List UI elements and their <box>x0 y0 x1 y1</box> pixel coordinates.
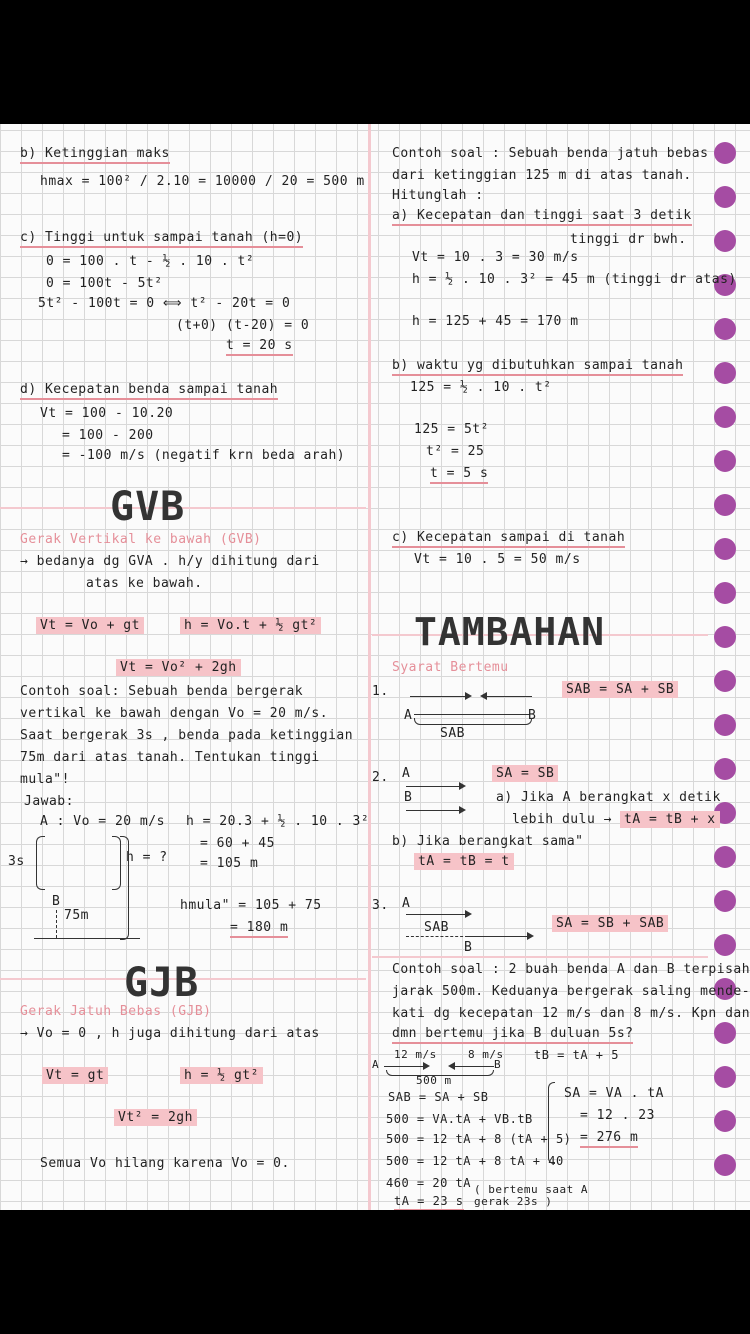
c3-500: 500 m <box>416 1074 452 1087</box>
c3-v2: 8 m/s <box>468 1048 504 1061</box>
calc1-line-1: h = 20.3 + ½ . 10 . 3² <box>186 814 370 829</box>
binder-hole <box>714 494 736 516</box>
s2-equation: SA = SB <box>492 765 558 782</box>
diagram-h-label: h = ? <box>126 850 168 865</box>
calc2-line-2: = 180 m <box>230 920 288 938</box>
c3-line-3: 500 = 12 tA + 8 (tA + 5) <box>386 1132 572 1146</box>
binder-hole <box>714 934 736 956</box>
binder-hole <box>714 670 736 692</box>
binder-hole <box>714 450 736 472</box>
binder-hole <box>714 230 736 252</box>
s3-dashed <box>406 936 468 937</box>
binder-hole <box>714 846 736 868</box>
gvb-note-1: → bedanya dg GVA . h/y dihitung dari <box>20 554 320 569</box>
calc1-line-3: = 105 m <box>200 856 259 871</box>
c-line-1: 0 = 100 . t - ½ . 10 . t² <box>46 254 255 269</box>
calc2-line-1: hmula" = 105 + 75 <box>180 898 322 913</box>
binder-hole <box>714 318 736 340</box>
s3-b: B <box>464 940 473 955</box>
c3-line-1: SAB = SA + SB <box>388 1090 489 1104</box>
contoh3-line-2: jarak 500m. Keduanya bergerak saling mende- <box>392 984 750 999</box>
gjb-formula-2: h = ½ gt² <box>180 1067 263 1084</box>
gjb-footer: Semua Vo hilang karena Vo = 0. <box>40 1156 290 1171</box>
contoh2-line-2: dari ketinggian 125 m di atas tanah. <box>392 168 692 183</box>
gjb-note: → Vo = 0 , h juga dihitung dari atas <box>20 1026 320 1041</box>
c3-right-brace <box>548 1082 555 1164</box>
column-divider <box>368 124 371 1210</box>
gjb-formula-3: Vt² = 2gh <box>114 1109 197 1126</box>
s2-number: 2. <box>372 770 389 785</box>
a-title: a) Kecepatan dan tinggi saat 3 detik <box>392 208 692 226</box>
s2-arrow-b <box>406 810 464 811</box>
c3-note: ( bertemu saat A gerak 23s ) <box>474 1183 588 1208</box>
gjb-formula-1: Vt = gt <box>42 1067 108 1084</box>
brace-left <box>36 836 45 890</box>
b-right-line-2: 125 = 5t² <box>414 422 489 437</box>
tambahan-heading: TAMBAHAN <box>414 610 606 654</box>
binder-hole <box>714 1110 736 1132</box>
c3-b: B <box>494 1058 502 1071</box>
syarat-bertemu: Syarat Bertemu <box>392 660 509 675</box>
contoh1-line-1: Contoh soal: Sebuah benda bergerak <box>20 684 304 699</box>
binder-hole <box>714 1066 736 1088</box>
c3-tb: tB = tA + 5 <box>534 1048 619 1062</box>
c-right-line: Vt = 10 . 5 = 50 m/s <box>414 552 581 567</box>
gvb-formula-2: h = Vo.t + ½ gt² <box>180 617 321 634</box>
contoh1-line-4: 75m dari atas tanah. Tentukan tinggi <box>20 750 320 765</box>
s3-sab: SAB <box>424 920 449 935</box>
b-right-line-1: 125 = ½ . 10 . t² <box>410 380 552 395</box>
b-title: b) Ketinggian maks <box>20 146 170 164</box>
section-divider-contoh3 <box>372 956 708 958</box>
binder-hole <box>714 626 736 648</box>
contoh3-line-1: Contoh soal : 2 buah benda A dan B terpisah <box>392 962 750 977</box>
diagram-dashed-line <box>56 910 57 938</box>
contoh2-line-1: Contoh soal : Sebuah benda jatuh bebas <box>392 146 709 161</box>
diagram-3s-label: 3s <box>8 854 25 869</box>
contoh1-line-3: Saat bergerak 3s , benda pada ketinggian <box>20 728 354 743</box>
c-line-5: t = 20 s <box>226 338 293 356</box>
c3-right-2: = 12 . 23 <box>580 1108 655 1123</box>
s1-b: B <box>528 708 537 723</box>
s2-a: A <box>402 766 411 781</box>
binder-hole <box>714 538 736 560</box>
gvb-heading: GVB <box>110 484 186 530</box>
binder-hole <box>714 582 736 604</box>
s1-equation: SAB = SA + SB <box>562 681 678 698</box>
s2-note-a: a) Jika A berangkat x detik <box>496 790 721 805</box>
c-line-4: (t+0) (t-20) = 0 <box>176 318 310 333</box>
s1-arrow-left <box>482 696 532 697</box>
contoh3-line-3: kati dg kecepatan 12 m/s dan 8 m/s. Kpn dan <box>392 1006 750 1021</box>
diagram-b-label: B <box>52 894 61 909</box>
s1-sab: SAB <box>440 726 465 741</box>
b-right-title: b) waktu yg dibutuhkan sampai tanah <box>392 358 683 376</box>
binder-hole <box>714 890 736 912</box>
s2-note-b: b) Jika berangkat sama" <box>392 834 584 849</box>
s3-a: A <box>402 896 411 911</box>
binder-hole <box>714 714 736 736</box>
diagram-a-label: A : Vo = 20 m/s <box>40 814 165 829</box>
a-line-3: h = 125 + 45 = 170 m <box>412 314 579 329</box>
binder-hole <box>714 1022 736 1044</box>
c3-line-4: 500 = 12 tA + 8 tA + 40 <box>386 1154 564 1168</box>
gvb-note-2: atas ke bawah. <box>86 576 203 591</box>
binder-hole <box>714 758 736 780</box>
d-line-2: = 100 - 200 <box>62 428 154 443</box>
s1-arrow-right <box>410 696 470 697</box>
contoh3-line-4: dmn bertemu jika B duluan 5s? <box>392 1026 633 1044</box>
binder-hole <box>714 186 736 208</box>
s3-arrow-b <box>468 936 532 937</box>
b-equation: hmax = 100² / 2.10 = 10000 / 20 = 500 m <box>40 174 365 189</box>
brace-total <box>120 836 129 940</box>
s2-arrow-a <box>406 786 464 787</box>
s3-equation: SA = SB + SAB <box>552 915 668 932</box>
b-right-line-4: t = 5 s <box>430 466 488 484</box>
contoh2-line-3: Hitunglah : <box>392 188 484 203</box>
s1-number: 1. <box>372 684 389 699</box>
c3-line-5: 460 = 20 tA <box>386 1176 471 1190</box>
contoh1-line-5: mula"! <box>20 772 70 787</box>
jawab-label: Jawab: <box>24 794 74 809</box>
d-line-1: Vt = 100 - 10.20 <box>40 406 174 421</box>
s3-number: 3. <box>372 898 389 913</box>
s1-track <box>414 714 530 715</box>
gvb-subtitle: Gerak Vertikal ke bawah (GVB) <box>20 532 262 547</box>
a-line-1: Vt = 10 . 3 = 30 m/s <box>412 250 579 265</box>
s2-equation-a: tA = tB + x <box>620 811 720 828</box>
c3-arrow-b <box>450 1066 494 1067</box>
c3-right-3: = 276 m <box>580 1130 638 1148</box>
d-title: d) Kecepatan benda sampai tanah <box>20 382 278 400</box>
gvb-formula-3: Vt = Vo² + 2gh <box>116 659 241 676</box>
c-right-title: c) Kecepatan sampai di tanah <box>392 530 625 548</box>
s1-brace <box>414 718 532 725</box>
notebook-page <box>0 124 750 1210</box>
a-line-2: h = ½ . 10 . 3² = 45 m (tinggi dr atas) <box>412 272 737 287</box>
s1-a: A <box>404 708 413 723</box>
c3-a: A <box>372 1058 380 1071</box>
gvb-formula-1: Vt = Vo + gt <box>36 617 144 634</box>
s2-b: B <box>404 790 413 805</box>
c3-line-6: tA = 23 s <box>394 1194 464 1210</box>
b-right-line-3: t² = 25 <box>426 444 485 459</box>
c3-right-1: SA = VA . tA <box>564 1086 664 1101</box>
a-note: tinggi dr bwh. <box>570 232 687 247</box>
s3-arrow-a <box>406 914 470 915</box>
gjb-heading: GJB <box>124 960 200 1006</box>
d-line-3: = -100 m/s (negatif krn beda arah) <box>62 448 346 463</box>
c3-line-2: 500 = VA.tA + VB.tB <box>386 1112 533 1126</box>
binder-hole <box>714 142 736 164</box>
binder-hole <box>714 1154 736 1176</box>
binder-hole <box>714 362 736 384</box>
diagram-75-label: 75m <box>64 908 89 923</box>
s2-equation-b: tA = tB = t <box>414 853 514 870</box>
c-line-2: 0 = 100t - 5t² <box>46 276 163 291</box>
gjb-subtitle: Gerak Jatuh Bebas (GJB) <box>20 1004 212 1019</box>
c3-arrow-a <box>384 1066 428 1067</box>
s2-note-a2: lebih dulu → <box>512 812 612 827</box>
c-line-3: 5t² - 100t = 0 ⟺ t² - 20t = 0 <box>38 296 291 311</box>
contoh1-line-2: vertikal ke bawah dengan Vo = 20 m/s. <box>20 706 329 721</box>
c3-v1: 12 m/s <box>394 1048 437 1061</box>
calc1-line-2: = 60 + 45 <box>200 836 275 851</box>
binder-hole <box>714 406 736 428</box>
c-title: c) Tinggi untuk sampai tanah (h=0) <box>20 230 303 248</box>
diagram-ground <box>34 938 140 939</box>
